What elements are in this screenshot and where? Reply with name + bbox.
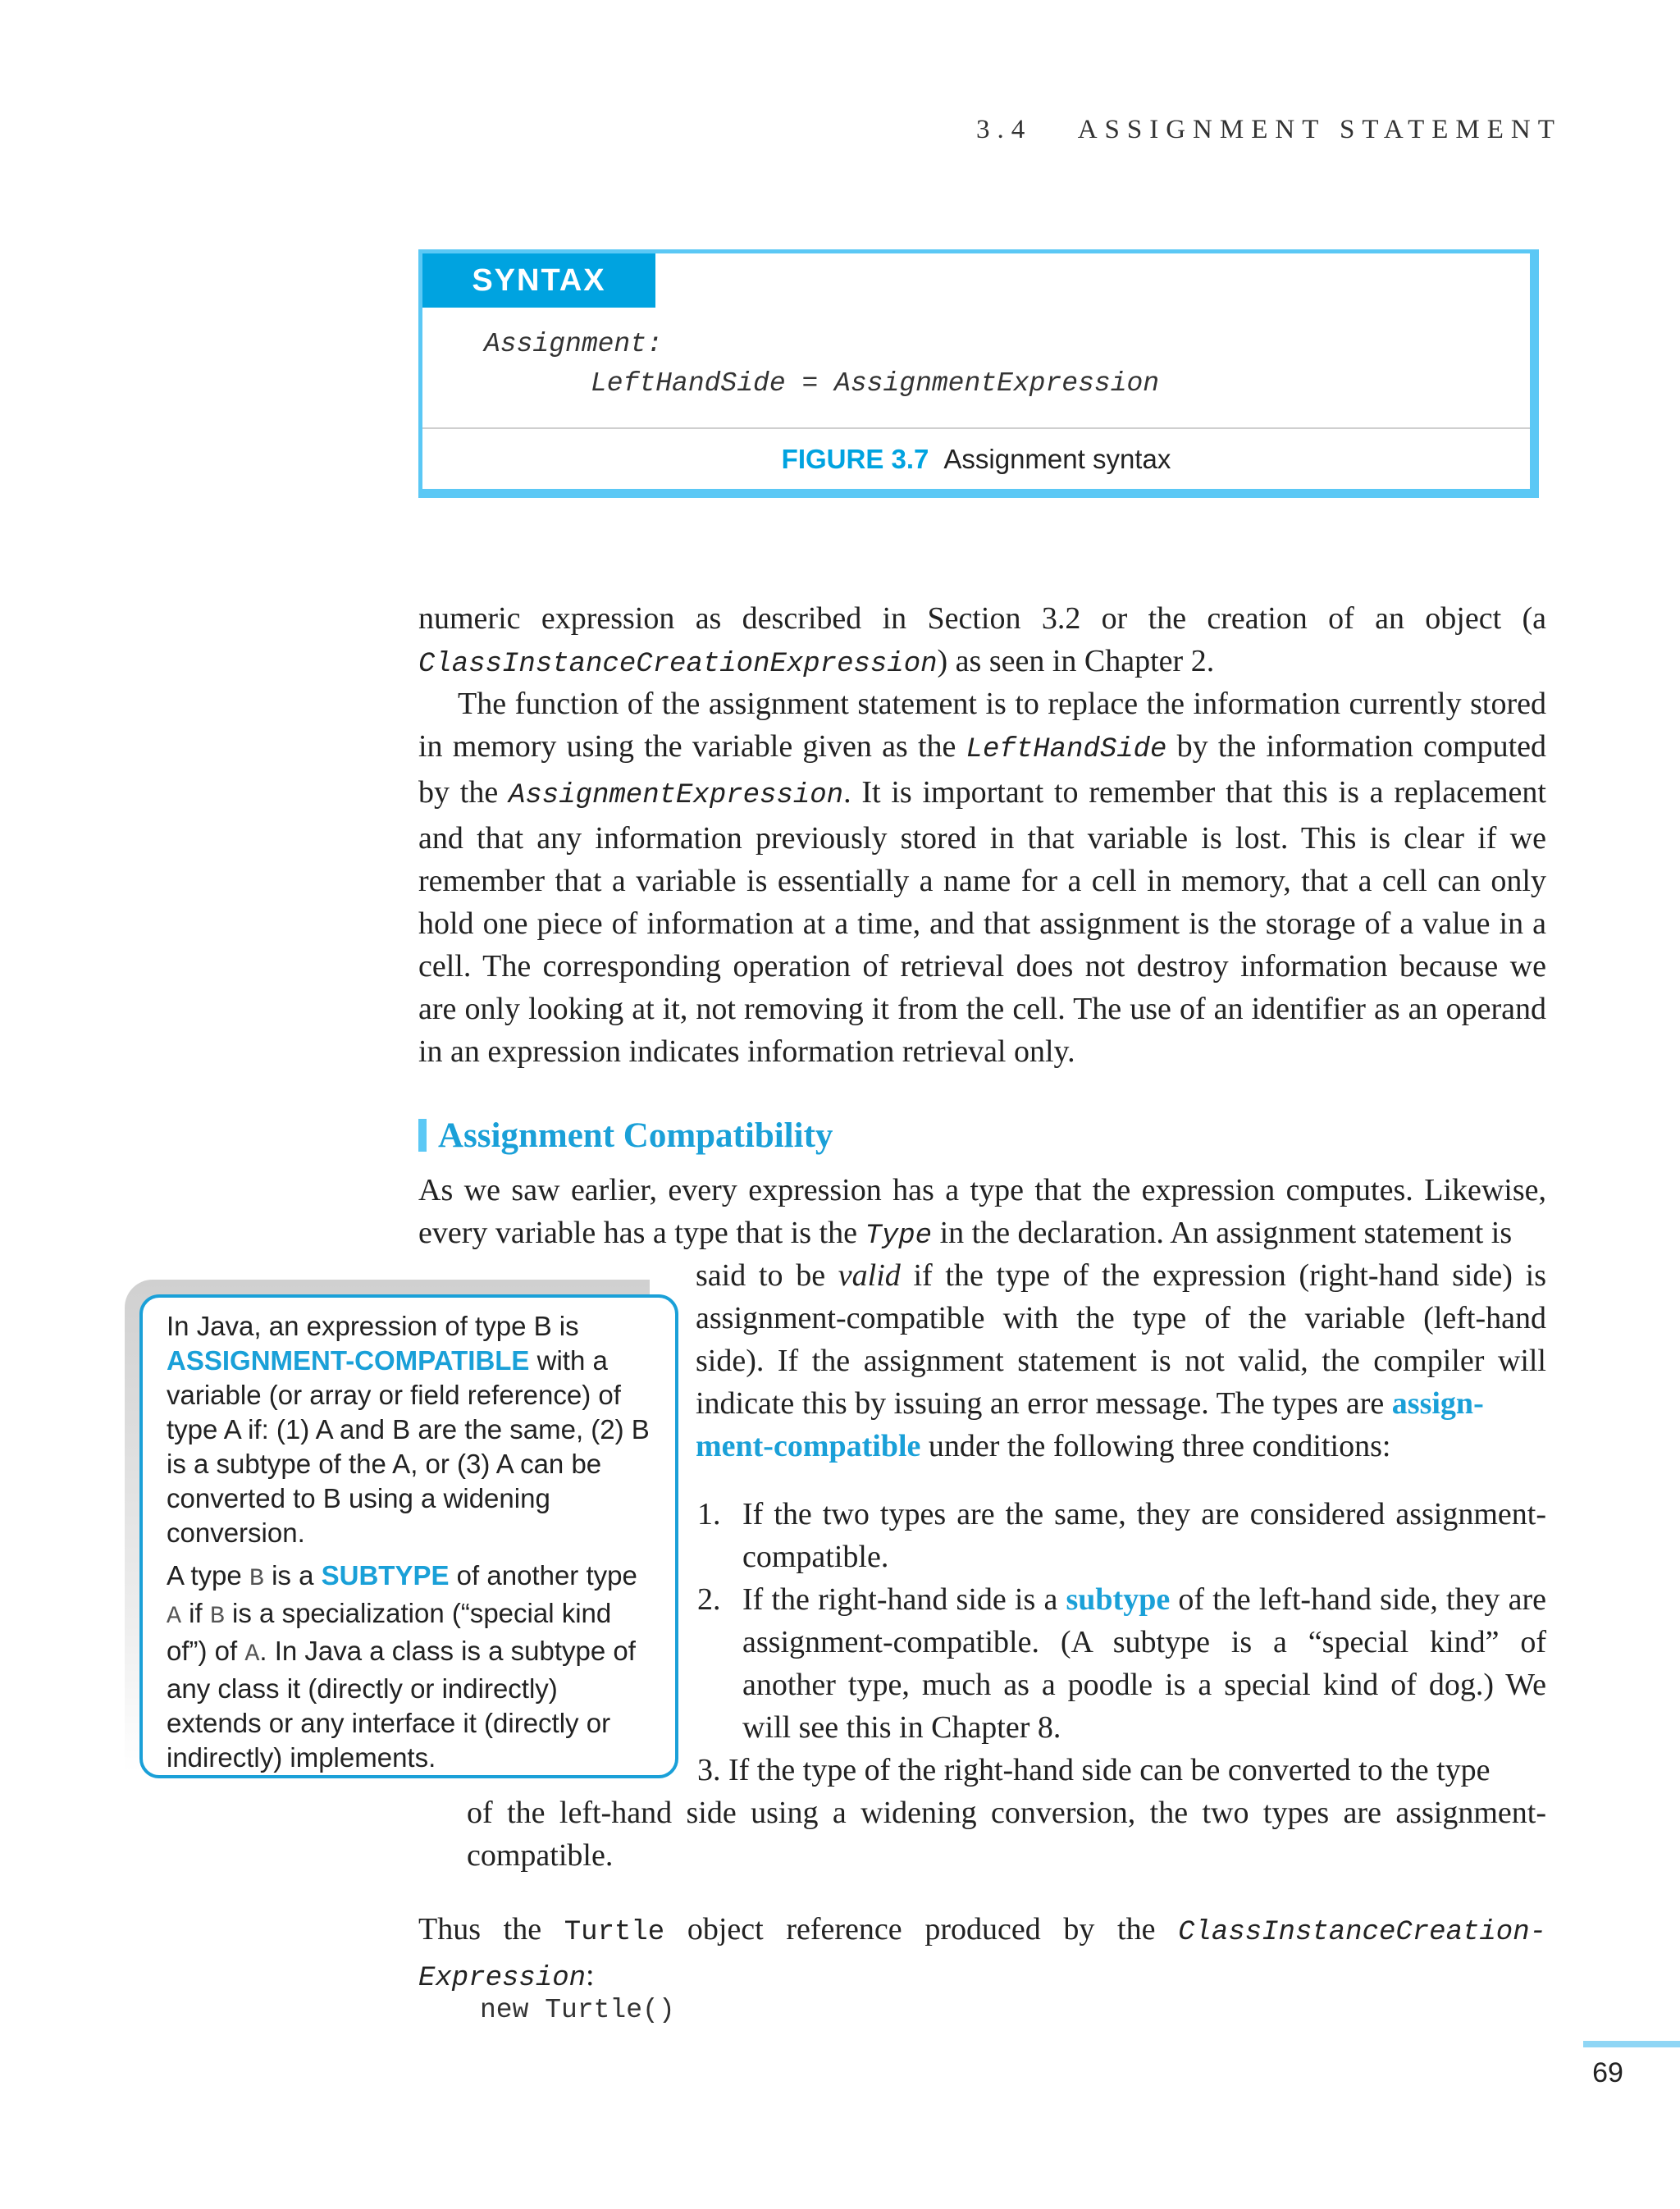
note2-code-b1: B bbox=[249, 1565, 264, 1593]
syntax-rule-name: Assignment: bbox=[484, 329, 663, 359]
note1-term: ASSIGNMENT-COMPATIBLE bbox=[167, 1345, 530, 1376]
note2-text-j: . In Java a class is a subtype of any class it (directly or indirectly) extends or any interface it (directly or indirectly) implements. bbox=[167, 1636, 636, 1773]
figure-title: Assignment syntax bbox=[943, 444, 1171, 474]
heading-text: Assignment Compatibility bbox=[438, 1116, 833, 1155]
list-item-text bbox=[697, 1578, 1546, 1749]
para3-text-2: in the declaration. An assignment statement is bbox=[932, 1216, 1513, 1250]
list-item-term: subtype bbox=[1066, 1582, 1171, 1617]
para1-code: ClassInstanceCreationExpression bbox=[418, 649, 938, 680]
para2-text-1: The function of the assignment statement is to replace the information currently stored in memory using the variable given as the bbox=[418, 687, 1546, 764]
figure-label: FIGURE 3.7 bbox=[781, 444, 929, 474]
note2-code-a2: A bbox=[244, 1641, 260, 1668]
list-item bbox=[697, 1578, 1546, 1749]
para4-text-3: under the following three conditions: bbox=[920, 1429, 1391, 1463]
para5-text-3: : bbox=[586, 1958, 595, 1992]
list-item-continuation: of the left-hand side using a widening conversion, the two types are assignment-compatible. bbox=[467, 1796, 1546, 1873]
para2-text-3: . It is important to remember that this is a replacement and that any information previously stored in that variable is lost. This is clear if we remember that a variable is essentially a name for a cell in memory, that a cell can only hold one piece of information at a time, and that assignment is the storage of a value in a cell. The corresponding operation of retrieval does not destroy information because we are only looking at it, not removing it from the cell. The use of an identifier as an operand in an expression indicates information retrieval only. bbox=[418, 775, 1546, 1069]
list-item-text-pre: If the right-hand side is a bbox=[742, 1582, 1066, 1617]
para3-code: Type bbox=[865, 1221, 933, 1252]
list-item-number: 1. bbox=[697, 1497, 721, 1531]
para4-term-part-1: assign- bbox=[1391, 1386, 1484, 1421]
para2-code-2: AssignmentExpression bbox=[508, 780, 844, 811]
para4-text-2: if the type of the expression (right-hand side) is assignment-compatible with the type of the variable (left-hand side). If the assignment statement is not valid, the compiler will indicate this by issuing an error message. The types are bbox=[696, 1258, 1546, 1421]
note2-text-h: is a specialization (“special kind of”) of bbox=[167, 1598, 612, 1666]
heading-bar bbox=[418, 1119, 427, 1152]
syntax-rule-body: LeftHandSide = AssignmentExpression bbox=[591, 368, 1160, 399]
para5-code-2: ClassInstanceCreation-Expression bbox=[418, 1917, 1546, 1994]
note2-text-f: if bbox=[181, 1598, 210, 1628]
list-item-text-line1: If the type of the right-hand side can be converted to the type bbox=[728, 1753, 1491, 1787]
note2-term: SUBTYPE bbox=[321, 1560, 450, 1591]
figure-caption bbox=[422, 444, 1530, 475]
running-head-title: ASSIGNMENT STATEMENT bbox=[1077, 115, 1562, 144]
page-number: 69 bbox=[1592, 2057, 1623, 2088]
margin-note-definition-1 bbox=[167, 1309, 655, 1550]
list-item-text-post: of the left-hand side, they are assignment-compatible. (A subtype is a “special kind” of another type, much as a poodle is a special kind of dog.) We will see this in Chapter 8. bbox=[742, 1582, 1546, 1745]
para5-text-2: object reference produced by the bbox=[664, 1912, 1179, 1947]
list-item bbox=[697, 1493, 1546, 1578]
note2-code-a1: A bbox=[167, 1603, 182, 1631]
margin-note bbox=[139, 1294, 678, 1778]
note2-code-b2: B bbox=[209, 1603, 225, 1631]
section-heading bbox=[418, 1116, 833, 1156]
paragraph-4 bbox=[696, 1254, 1546, 1467]
list-item bbox=[697, 1749, 1546, 1791]
para4-text-1: said to be bbox=[696, 1258, 838, 1293]
para1-tail: ) as seen in Chapter 2. bbox=[937, 644, 1215, 678]
running-head bbox=[976, 115, 1562, 145]
para4-term-part-2: ment-compatible bbox=[696, 1429, 921, 1463]
list-item-number: 2. bbox=[697, 1582, 721, 1617]
paragraph-3 bbox=[418, 1169, 1546, 1257]
note1-text-1: In Java, an expression of type B is bbox=[167, 1311, 579, 1341]
list-item-number: 3. bbox=[697, 1753, 721, 1787]
syntax-box bbox=[418, 249, 1539, 498]
syntax-divider bbox=[422, 427, 1530, 429]
para5-code-1: Turtle bbox=[564, 1917, 665, 1948]
para2-code-1: LeftHandSide bbox=[966, 734, 1167, 765]
para5-text-1: Thus the bbox=[418, 1912, 564, 1947]
paragraph-5 bbox=[418, 1908, 1546, 2000]
para3-text-1: As we saw earlier, every expression has a type that the expression computes. Likewise, every variable has a type that is the bbox=[418, 1173, 1546, 1250]
syntax-tag: SYNTAX bbox=[422, 253, 655, 308]
para1-text: numeric expression as described in Section 3.2 or the creation of an object (a bbox=[418, 601, 1546, 636]
running-head-section: 3.4 bbox=[976, 115, 1033, 144]
margin-note-definition-2 bbox=[167, 1559, 655, 1775]
para2-text-2: by the information computed by the bbox=[418, 729, 1546, 810]
para4-emphasis: valid bbox=[838, 1258, 901, 1293]
paragraph-2 bbox=[418, 682, 1546, 1073]
note2-text-a: A type bbox=[167, 1560, 249, 1591]
page-number-rule bbox=[1583, 2041, 1680, 2047]
note1-text-2: with a variable (or array or field reference) of type A if: (1) A and B are the same, (2) B is a subtype of the A, or (3) A can be converted to B using a widening conversion. bbox=[167, 1345, 650, 1548]
note2-text-c: is a bbox=[263, 1560, 322, 1591]
note2-text-d: of another type bbox=[449, 1560, 637, 1591]
list-item-text: If the two types are the same, they are considered assignment-compatible. bbox=[742, 1497, 1546, 1574]
paragraph-1 bbox=[418, 597, 1546, 686]
code-example: new Turtle() bbox=[480, 1995, 675, 2025]
